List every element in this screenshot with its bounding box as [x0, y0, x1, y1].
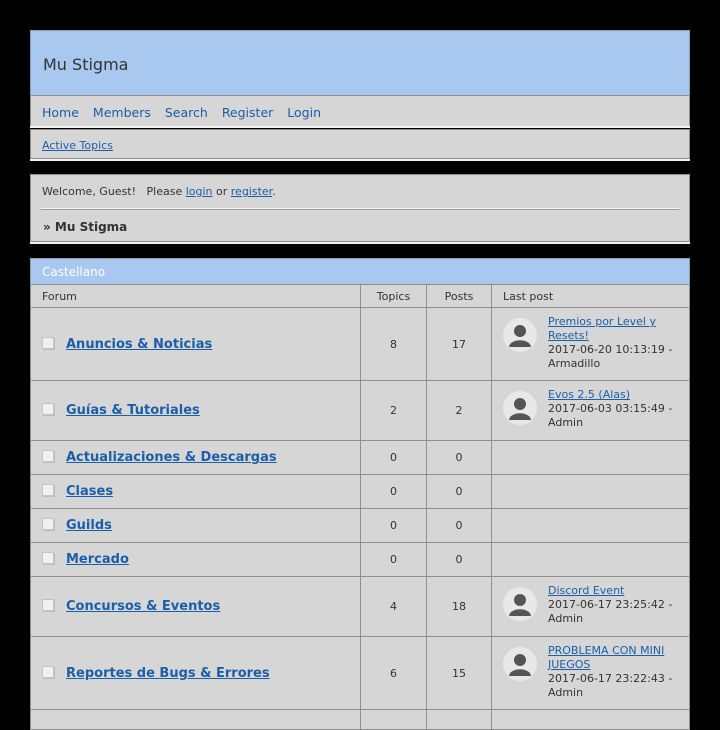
nav-members[interactable]: Members [92, 105, 151, 120]
forum-status-icon [42, 599, 54, 611]
forum-row [31, 381, 690, 441]
forum-link[interactable]: Mercado [66, 552, 129, 567]
col-forum: Forum [31, 285, 361, 308]
nav-home[interactable]: Home [42, 105, 79, 120]
sub-nav [30, 129, 690, 159]
topics-count: 0 [361, 543, 427, 577]
forum-row [31, 308, 690, 381]
last-post-link[interactable]: Evos 2.5 (Alas) [548, 388, 631, 401]
last-post-link[interactable]: Premios por Level y Resets! [548, 315, 656, 342]
last-post-cell [492, 308, 690, 381]
forum-cell [31, 543, 361, 577]
last-post-link[interactable]: Discord Event [548, 584, 625, 597]
forum-link[interactable]: Clases [66, 484, 114, 499]
forum-status-icon [42, 666, 54, 678]
last-post-cell [492, 543, 690, 577]
last-post-meta: 2017-06-03 03:15:49 - Admin [548, 402, 673, 429]
forum-status-icon [42, 337, 54, 349]
forum-row [31, 509, 690, 543]
last-post-info [548, 644, 681, 700]
forum-table [30, 284, 690, 730]
forum-status-icon [42, 552, 54, 564]
forum-link[interactable]: Reportes de Bugs & Errores [66, 666, 270, 681]
forum-status-icon [42, 450, 54, 462]
category-header [30, 258, 690, 285]
topics-count: 4 [361, 577, 427, 637]
forum-cell [31, 441, 361, 475]
active-topics-link[interactable]: Active Topics [42, 139, 113, 152]
last-post-meta: 2017-06-17 23:25:42 - Admin [548, 598, 673, 625]
posts-count: 0 [427, 441, 492, 475]
user-avatar-icon[interactable] [503, 587, 537, 621]
posts-count: 2 [427, 381, 492, 441]
breadcrumb: » Mu Stigma [43, 220, 128, 234]
welcome-prefix: Welcome, Guest! Please [42, 185, 186, 198]
forum-status-icon [42, 403, 54, 415]
welcome-suffix: . [272, 185, 276, 198]
register-link[interactable]: register [230, 185, 273, 198]
welcome-divider [41, 208, 679, 210]
forum-link[interactable]: Concursos & Eventos [66, 599, 221, 614]
last-post-cell [492, 509, 690, 543]
posts-count: 15 [427, 637, 492, 710]
posts-count: 0 [427, 509, 492, 543]
forum-cell [31, 308, 361, 381]
main-nav [30, 95, 690, 127]
topics-count: 0 [361, 475, 427, 509]
forum-status-icon [42, 518, 54, 530]
site-header [30, 30, 690, 96]
last-post-cell [492, 577, 690, 637]
last-post-cell [492, 441, 690, 475]
col-posts: Posts [427, 285, 492, 308]
last-post-cell [492, 381, 690, 441]
last-post-link[interactable]: PROBLEMA CON MINI JUEGOS [548, 644, 665, 671]
last-post-info [548, 388, 681, 430]
forum-cell [31, 577, 361, 637]
last-post-meta: 2017-06-17 23:22:43 - Admin [548, 672, 673, 699]
user-avatar-icon[interactable] [503, 318, 537, 352]
forum-row [31, 637, 690, 710]
topics-count: 0 [361, 509, 427, 543]
nav-login[interactable]: Login [287, 105, 322, 120]
forum-row [31, 577, 690, 637]
divider [30, 242, 690, 244]
col-topics: Topics [361, 285, 427, 308]
topics-count: 8 [361, 308, 427, 381]
forum-row [31, 475, 690, 509]
forum-cell [31, 637, 361, 710]
forum-link[interactable]: Actualizaciones & Descargas [66, 450, 277, 465]
user-avatar-icon[interactable] [503, 391, 537, 425]
welcome-panel [30, 174, 690, 242]
last-post-cell [492, 637, 690, 710]
divider [30, 126, 690, 128]
site-title[interactable]: Mu Stigma [43, 55, 129, 74]
nav-search[interactable]: Search [164, 105, 208, 120]
posts-count: 17 [427, 308, 492, 381]
last-post-info [548, 584, 681, 626]
forum-cell [31, 475, 361, 509]
forum-link[interactable]: Guilds [66, 518, 112, 533]
forum-cell [31, 509, 361, 543]
login-link[interactable]: login [185, 185, 213, 198]
posts-count: 18 [427, 577, 492, 637]
col-last-post: Last post [492, 285, 690, 308]
forum-cell [31, 381, 361, 441]
last-post-cell [492, 475, 690, 509]
posts-count: 0 [427, 543, 492, 577]
forum-row [31, 543, 690, 577]
divider [30, 159, 690, 161]
posts-count: 0 [427, 475, 492, 509]
welcome-or: or [212, 185, 231, 198]
topics-count: 2 [361, 381, 427, 441]
user-avatar-icon[interactable] [503, 647, 537, 681]
nav-register[interactable]: Register [221, 105, 274, 120]
forum-link[interactable]: Anuncios & Noticias [66, 337, 213, 352]
welcome-message [42, 185, 276, 198]
last-post-meta: 2017-06-20 10:13:19 - Armadillo [548, 343, 673, 370]
forum-status-icon [42, 484, 54, 496]
last-post-info [548, 315, 681, 371]
topics-count: 0 [361, 441, 427, 475]
category-title[interactable]: Castellano [42, 265, 106, 279]
topics-count: 6 [361, 637, 427, 710]
forum-link[interactable]: Guías & Tutoriales [66, 403, 200, 418]
forum-row [31, 441, 690, 475]
